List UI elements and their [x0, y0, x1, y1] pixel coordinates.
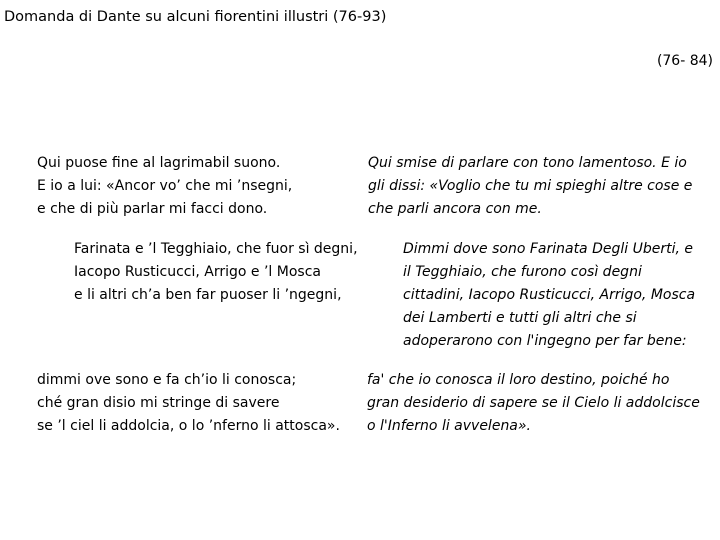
verse-line: se ’l ciel li addolcia, o lo ’nferno li attosca».: [37, 418, 340, 434]
stanza-3-verse: [37, 369, 340, 438]
paraphrase-line: cittadini, Iacopo Rusticucci, Arrigo, Mosca: [403, 287, 696, 303]
verse-range: (76- 84): [656, 53, 713, 69]
stanza-1-verse: [37, 152, 292, 221]
paraphrase-line: fa' che io conosca il loro destino, poiché ho: [367, 372, 670, 388]
verse-line: E io a lui: «Ancor vo’ che mi ’nsegni,: [37, 178, 293, 194]
paraphrase-line: o l'Inferno li avvelena».: [367, 418, 531, 434]
paraphrase-line: il Tegghiaio, che furono così degni: [403, 264, 642, 280]
stanza-2-paraphrase: [403, 238, 695, 353]
paraphrase-line: Dimmi dove sono Farinata Degli Uberti, e: [403, 241, 693, 257]
verse-line: Qui puose fine al lagrimabil suono.: [37, 155, 281, 171]
verse-line: Farinata e ’l Tegghiaio, che fuor sì degni,: [74, 241, 358, 257]
verse-line: ché gran disio mi stringe di savere: [37, 395, 280, 411]
paraphrase-line: gli dissi: «Voglio che tu mi spieghi altre cose e: [368, 178, 693, 194]
paraphrase-line: Qui smise di parlare con tono lamentoso. E io: [368, 155, 687, 171]
verse-line: e li altri ch’a ben far puoser li ’ngegni,: [74, 287, 342, 303]
paraphrase-line: che parli ancora con me.: [368, 201, 542, 217]
verse-line: e che di più parlar mi facci dono.: [37, 201, 268, 217]
paraphrase-line: dei Lamberti e tutti gli altri che si: [403, 310, 637, 326]
page-title: Domanda di Dante su alcuni fiorentini illustri (76-93): [4, 9, 387, 25]
paraphrase-line: gran desiderio di sapere se il Cielo li addolcisce: [367, 395, 700, 411]
verse-line: Iacopo Rusticucci, Arrigo e ’l Mosca: [74, 264, 321, 280]
stanza-1-paraphrase: [368, 152, 692, 221]
verse-line: dimmi ove sono e fa ch’io li conosca;: [37, 372, 297, 388]
stanza-2-verse: [74, 238, 358, 307]
paraphrase-line: adoperarono con l'ingegno per far bene:: [403, 333, 687, 349]
stanza-3-paraphrase: [367, 369, 700, 438]
